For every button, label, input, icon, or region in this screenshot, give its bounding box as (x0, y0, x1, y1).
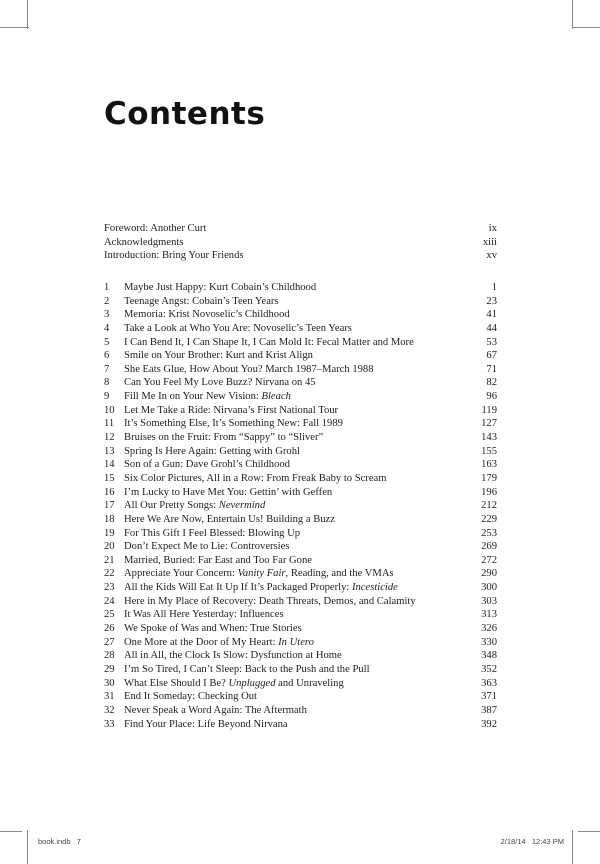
chapter-title-text: Here in My Place of Recovery: Death Threats, Demos, and Calamity (124, 595, 416, 607)
chapter-title (124, 527, 300, 541)
chapter-title-rest: and Unraveling (275, 677, 344, 689)
chapter-page: 82 (486, 377, 497, 389)
chapter-entry (104, 404, 497, 418)
chapter-number: 8 (104, 377, 110, 389)
chapter-title (124, 554, 312, 568)
chapter-title (124, 690, 257, 704)
chapter-title-italic: Unplugged (228, 677, 276, 689)
chapter-number: 15 (104, 472, 115, 484)
chapter-page: 326 (481, 623, 497, 635)
chapter-number: 25 (104, 609, 115, 621)
chapter-title-text: Six Color Pictures, All in a Row: From Freak Baby to Scream (124, 472, 387, 484)
chapter-title (124, 376, 316, 390)
chapter-number: 9 (104, 391, 110, 403)
chapter-title-text: Appreciate Your Concern: (124, 568, 238, 580)
chapter-title-text: Let Me Take a Ride: Nirvana’s First National Tour (124, 404, 339, 416)
front-matter-entry (104, 236, 497, 250)
chapter-number: 33 (104, 718, 115, 730)
chapter-title-text: Teenage Angst: Cobain’s Teen Years (124, 295, 279, 307)
entry-title: Foreword: Another Curt (104, 223, 207, 234)
entry-page: ix (488, 223, 497, 234)
chapter-title-text: Smile on Your Brother: Kurt and Krist Align (124, 350, 313, 362)
chapter-title-text: It Was All Here Yesterday: Influences (124, 609, 284, 621)
chapter-number: 30 (104, 677, 115, 689)
chapter-title (124, 567, 394, 581)
chapter-number: 32 (104, 704, 115, 716)
chapter-entry (104, 376, 497, 390)
chapter-title-italic: Incesticide (351, 582, 398, 594)
chapter-title (124, 513, 335, 527)
chapter-title (124, 636, 314, 650)
slug-timestamp: 2/18/14 12:43 PM (500, 837, 564, 846)
chapter-title-text: Spring Is Here Again: Getting with Grohl (124, 445, 300, 457)
chapter-entry (104, 281, 497, 295)
chapter-title-rest: , Reading, and the VMAs (285, 568, 394, 580)
chapter-entry (104, 567, 497, 581)
entry-page: xv (486, 250, 497, 262)
chapter-title (124, 431, 323, 445)
chapter-page: 179 (481, 472, 497, 484)
chapter-title (124, 486, 332, 500)
chapter-entry (104, 390, 497, 404)
chapter-title-text: Maybe Just Happy: Kurt Cobain’s Childhood (124, 282, 317, 293)
chapter-page: 71 (486, 363, 497, 375)
chapter-entry (104, 295, 497, 309)
chapter-title-text: Here We Are Now, Entertain Us! Building a Buzz (124, 513, 335, 525)
chapter-entry (104, 417, 497, 431)
chapter-title (124, 281, 316, 295)
chapter-page: 67 (486, 350, 497, 362)
chapter-number: 4 (104, 322, 110, 334)
chapter-title-text: Never Speak a Word Again: The Aftermath (124, 704, 307, 716)
chapter-number: 31 (104, 691, 115, 703)
chapter-number: 10 (104, 404, 115, 416)
chapter-page: 196 (481, 486, 497, 498)
chapter-page: 44 (486, 322, 497, 334)
chapter-title (124, 363, 374, 377)
chapter-title (124, 390, 291, 404)
chapter-title-italic: Bleach (261, 391, 291, 403)
chapter-page: 290 (481, 568, 497, 580)
chapter-page: 23 (486, 295, 497, 307)
chapter-number: 22 (104, 568, 115, 580)
chapter-page: 163 (481, 459, 497, 471)
chapter-page: 371 (481, 691, 497, 703)
chapter-entry (104, 663, 497, 677)
chapter-number: 24 (104, 595, 115, 607)
chapter-title (124, 445, 300, 459)
chapter-page: 143 (481, 432, 497, 444)
chapter-page: 155 (481, 445, 497, 457)
chapter-title (124, 595, 416, 609)
chapter-entry (104, 336, 497, 350)
chapter-entry (104, 431, 497, 445)
chapter-number: 5 (104, 336, 110, 348)
chapter-number: 11 (104, 418, 115, 430)
chapter-page: 330 (481, 636, 497, 648)
chapter-number: 21 (104, 554, 115, 566)
chapter-number: 2 (104, 295, 110, 307)
entry-title: Introduction: Bring Your Friends (104, 250, 244, 262)
chapter-page: 300 (481, 582, 497, 594)
chapter-entry (104, 595, 497, 609)
chapter-entry (104, 499, 497, 513)
chapter-page: 348 (481, 650, 497, 662)
chapter-page: 212 (481, 500, 497, 512)
chapter-entry (104, 486, 497, 500)
chapter-entry (104, 445, 497, 459)
chapter-title-text: Married, Buried: Far East and Too Far Gone (124, 554, 312, 566)
chapter-title (124, 472, 386, 486)
chapter-entry (104, 718, 497, 732)
chapter-entry (104, 581, 497, 595)
chapter-entry (104, 308, 497, 322)
chapter-title (124, 349, 313, 363)
chapter-page: 119 (481, 404, 497, 416)
chapter-entry (104, 527, 497, 541)
chapter-number: 3 (104, 309, 110, 321)
chapter-number: 13 (104, 445, 115, 457)
chapter-number: 27 (104, 636, 115, 648)
chapter-title (124, 718, 288, 732)
chapter-title-text: End It Someday: Checking Out (124, 691, 257, 703)
chapter-title (124, 663, 370, 677)
chapter-page: 1 (491, 282, 497, 293)
chapter-page: 41 (486, 309, 497, 321)
chapter-entry (104, 322, 497, 336)
chapter-page: 392 (481, 718, 497, 730)
chapter-title (124, 649, 342, 663)
chapter-number: 19 (104, 527, 115, 539)
chapter-number: 17 (104, 500, 115, 512)
chapter-entry (104, 349, 497, 363)
chapter-entry (104, 636, 497, 650)
chapter-title-italic: In Utero (278, 636, 314, 648)
chapter-title-text: One More at the Door of My Heart: (124, 636, 279, 648)
chapter-entry (104, 513, 497, 527)
chapter-number: 6 (104, 350, 110, 362)
chapter-list (104, 281, 497, 731)
chapter-title (124, 499, 265, 513)
crop-mark (0, 831, 22, 832)
chapter-title-text: For This Gift I Feel Blessed: Blowing Up (124, 527, 301, 539)
chapter-number: 28 (104, 650, 115, 662)
chapter-entry (104, 608, 497, 622)
chapter-title-text: I’m So Tired, I Can’t Sleep: Back to the Push and the Pull (124, 663, 370, 675)
crop-mark (27, 830, 28, 864)
chapter-page: 253 (481, 527, 497, 539)
front-matter-entry (104, 222, 497, 236)
chapter-title (124, 308, 290, 322)
crop-mark (27, 0, 28, 29)
chapter-number: 1 (104, 282, 110, 293)
chapter-page: 352 (481, 663, 497, 675)
chapter-title-text: It’s Something Else, It’s Something New: Fall 1989 (124, 418, 343, 430)
chapter-number: 26 (104, 623, 115, 635)
chapter-title (124, 540, 289, 554)
chapter-entry (104, 472, 497, 486)
chapter-entry (104, 677, 497, 691)
chapter-title (124, 677, 344, 691)
front-matter-entry (104, 249, 497, 263)
chapter-title-italic: Vanity Fair (237, 568, 286, 580)
chapter-number: 16 (104, 486, 115, 498)
chapter-title (124, 622, 302, 636)
entry-title: Acknowledgments (104, 236, 184, 248)
chapter-title-text: Can You Feel My Love Buzz? Nirvana on 45 (124, 377, 316, 389)
chapter-entry (104, 458, 497, 472)
chapter-page: 269 (481, 541, 497, 553)
chapter-title (124, 458, 290, 472)
crop-mark (572, 830, 573, 864)
crop-mark (578, 831, 600, 832)
chapter-number: 14 (104, 459, 115, 471)
chapter-page: 303 (481, 595, 497, 607)
chapter-title (124, 336, 414, 350)
chapter-page: 387 (481, 704, 497, 716)
chapter-title-text: Don’t Expect Me to Lie: Controversies (124, 541, 290, 553)
chapter-page: 363 (481, 677, 497, 689)
chapter-title-text: All Our Pretty Songs: (124, 500, 219, 512)
chapter-number: 20 (104, 541, 115, 553)
page-title: Contents (104, 96, 266, 132)
chapter-title-text: What Else Should I Be? (124, 677, 229, 689)
chapter-title-text: We Spoke of Was and When: True Stories (124, 623, 302, 635)
entry-page: xiii (482, 236, 497, 248)
chapter-title-text: Son of a Gun: Dave Grohl’s Childhood (124, 459, 290, 471)
chapter-title-text: Bruises on the Fruit: From “Sappy” to “Sliver” (124, 432, 324, 444)
chapter-title-text: All in All, the Clock Is Slow: Dysfunction at Home (124, 650, 342, 662)
crop-mark (572, 27, 600, 28)
chapter-title-text: She Eats Glue, How About You? March 1987–March 1988 (124, 363, 374, 375)
chapter-title-text: I Can Bend It, I Can Shape It, I Can Mold It: Fecal Matter and More (124, 336, 414, 348)
chapter-title-text: I’m Lucky to Have Met You: Gettin’ with Geffen (124, 486, 333, 498)
chapter-title (124, 608, 284, 622)
chapter-entry (104, 649, 497, 663)
chapter-page: 53 (486, 336, 497, 348)
slug-filename: book.indb 7 (38, 837, 81, 846)
chapter-number: 29 (104, 663, 115, 675)
chapter-title (124, 404, 338, 418)
chapter-title (124, 295, 279, 309)
chapter-page: 313 (481, 609, 497, 621)
chapter-title (124, 704, 307, 718)
chapter-number: 12 (104, 432, 115, 444)
chapter-title-text: Take a Look at Who You Are: Novoselic’s Teen Years (124, 322, 352, 334)
chapter-title-text: Find Your Place: Life Beyond Nirvana (124, 718, 288, 730)
chapter-entry (104, 690, 497, 704)
chapter-entry (104, 554, 497, 568)
crop-mark (0, 27, 29, 28)
chapter-number: 18 (104, 513, 115, 525)
chapter-page: 127 (481, 418, 497, 430)
chapter-title (124, 581, 398, 595)
chapter-entry (104, 704, 497, 718)
chapter-page: 96 (486, 391, 497, 403)
crop-mark (572, 0, 573, 29)
chapter-number: 7 (104, 363, 110, 375)
chapter-entry (104, 363, 497, 377)
chapter-title (124, 322, 352, 336)
chapter-page: 229 (481, 513, 497, 525)
chapter-entry (104, 622, 497, 636)
chapter-number: 23 (104, 582, 115, 594)
front-matter-list (104, 222, 497, 263)
chapter-page: 272 (481, 554, 497, 566)
chapter-title-text: All the Kids Will Eat It Up If It’s Packaged Properly: (124, 582, 352, 594)
chapter-entry (104, 540, 497, 554)
chapter-title-italic: Nevermind (218, 500, 266, 512)
chapter-title-text: Memoria: Krist Novoselic’s Childhood (124, 309, 290, 321)
chapter-title (124, 417, 343, 431)
chapter-title-text: Fill Me In on Your New Vision: (124, 391, 262, 403)
